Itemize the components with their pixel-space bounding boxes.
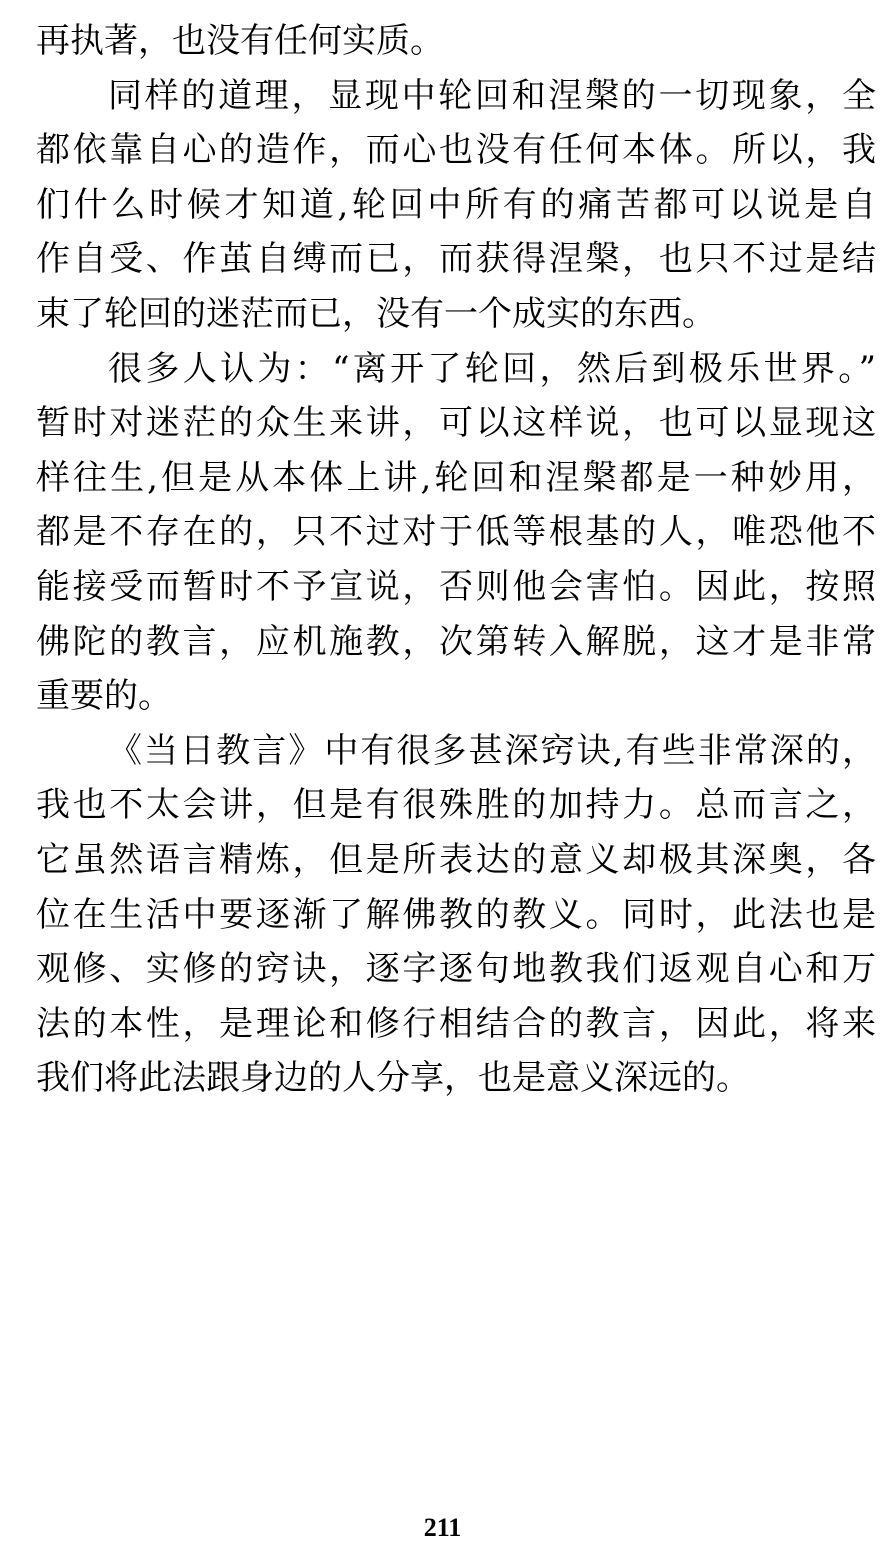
text-line: 们什么时候才知道,轮回中所有的痛苦都可以说是自 (36, 184, 876, 225)
text-line: 观修、实修的窍诀，逐字逐句地教我们返观自心和万 (36, 949, 876, 990)
text-line: 再执著，也没有任何实质。 (36, 21, 444, 61)
text-line: 都是不存在的，只不过对于低等根基的人，唯恐他不 (36, 512, 876, 553)
page-number: 211 (423, 1513, 462, 1542)
paragraph (36, 14, 876, 69)
paragraph (36, 69, 876, 342)
text-line: 《当日教言》中有很多甚深窍诀,有些非常深的， (108, 730, 876, 771)
text-line: 我也不太会讲，但是有很殊胜的加持力。总而言之， (36, 785, 876, 826)
text-line: 法的本性，是理论和修行相结合的教言，因此，将来 (36, 1003, 876, 1044)
text-line: 佛陀的教言，应机施教，次第转入解脱，这才是非常 (36, 621, 876, 662)
text-line: 样往生,但是从本体上讲,轮回和涅槃都是一种妙用， (36, 457, 876, 498)
text-line: 位在生活中要逐渐了解佛教的教义。同时，此法也是 (36, 894, 876, 935)
text-line: 能接受而暂时不予宣说，否则他会害怕。因此，按照 (36, 566, 876, 607)
paragraph (36, 342, 876, 724)
text-line: 它虽然语言精炼，但是所表达的意义却极其深奥，各 (36, 839, 876, 880)
text-line: 同样的道理，显现中轮回和涅槃的一切现象，全 (108, 75, 876, 116)
paragraph (36, 724, 876, 1106)
text-line: 我们将此法跟身边的人分享，也是意义深远的。 (36, 1058, 750, 1099)
text-line: 作自受、作茧自缚而已，而获得涅槃，也只不过是结 (36, 239, 876, 280)
text-line: 暂时对迷茫的众生来讲，可以这样说，也可以显现这 (36, 403, 876, 444)
text-line: 都依靠自心的造作，而心也没有任何本体。所以，我 (36, 130, 876, 171)
text-line: 很多人认为：“离开了轮回，然后到极乐世界。” (108, 348, 876, 389)
text-line: 重要的。 (36, 676, 172, 717)
text-line: 束了轮回的迷茫而已，没有一个成实的东西。 (36, 293, 716, 334)
body-text (36, 14, 876, 1106)
